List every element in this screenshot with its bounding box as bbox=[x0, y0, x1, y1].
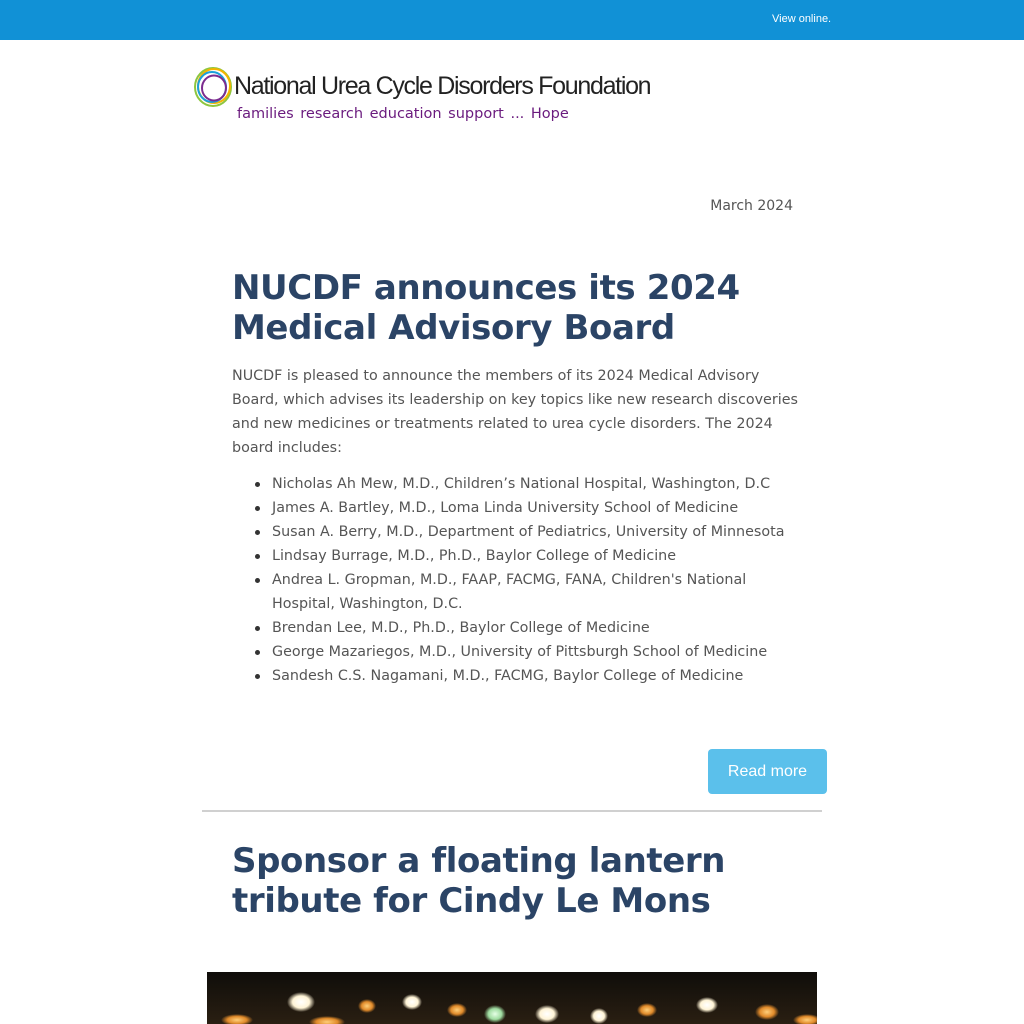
logo-name: National Urea Cycle Disorders Foundation bbox=[234, 72, 651, 100]
lantern-photo-graphic bbox=[207, 972, 817, 1024]
advisory-board-list bbox=[232, 472, 802, 688]
article-title-advisory-board: NUCDF announces its 2024 Medical Advisory Board bbox=[232, 268, 740, 348]
list-item: George Mazariegos, M.D., University of Pittsburgh School of Medicine bbox=[232, 640, 802, 664]
read-more-button[interactable]: Read more bbox=[708, 749, 827, 794]
list-item: James A. Bartley, M.D., Loma Linda University School of Medicine bbox=[232, 496, 802, 520]
list-item: Andrea L. Gropman, M.D., FAAP, FACMG, FANA, Children's National Hospital, Washington, D.C. bbox=[232, 568, 802, 616]
logo-rings-icon bbox=[193, 65, 235, 109]
list-item: Lindsay Burrage, M.D., Ph.D., Baylor College of Medicine bbox=[232, 544, 802, 568]
floating-lanterns-image[interactable] bbox=[207, 972, 817, 1024]
list-item: Nicholas Ah Mew, M.D., Children’s National Hospital, Washington, D.C bbox=[232, 472, 802, 496]
logo-tagline: families research education support ... Hope bbox=[237, 106, 569, 122]
list-item: Susan A. Berry, M.D., Department of Pediatrics, University of Minnesota bbox=[232, 520, 802, 544]
view-online-link[interactable]: View online. bbox=[772, 13, 832, 25]
article-title-lantern-tribute: Sponsor a floating lantern tribute for Cindy Le Mons bbox=[232, 841, 726, 921]
list-item: Brendan Lee, M.D., Ph.D., Baylor College of Medicine bbox=[232, 616, 802, 640]
article-intro: NUCDF is pleased to announce the members of its 2024 Medical Advisory Board, which advises its leadership on key topics like new research discoveries and new medicines or treatments related to urea cycle disorders. The 2024 board includes: bbox=[232, 368, 798, 456]
list-item: Sandesh C.S. Nagamani, M.D., FACMG, Baylor College of Medicine bbox=[232, 664, 802, 688]
top-banner bbox=[0, 0, 1024, 40]
foundation-logo[interactable] bbox=[193, 62, 651, 128]
issue-date: March 2024 bbox=[710, 198, 793, 214]
section-divider bbox=[202, 810, 822, 812]
